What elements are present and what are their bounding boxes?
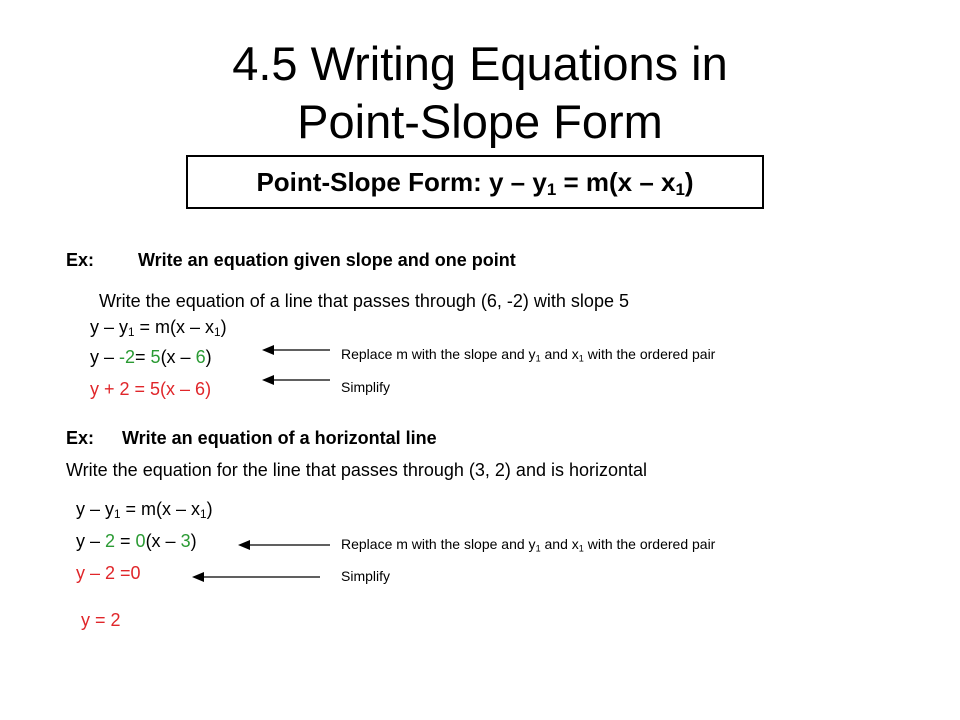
example-1-note-simplify: Simplify	[341, 379, 391, 395]
eq-part: y –	[76, 531, 106, 551]
formula-text-end: )	[684, 167, 694, 197]
example-1-heading: Write an equation given slope and one point	[138, 250, 516, 270]
arrow-2	[262, 375, 330, 385]
note-part: with the ordered pair	[583, 536, 716, 552]
example-2-label: Ex:	[66, 428, 95, 448]
note-part: with the ordered pair	[583, 346, 716, 362]
eq-part: )	[190, 531, 197, 551]
note-part: and x	[540, 536, 579, 552]
note-part: Replace m with the slope and y	[341, 346, 536, 362]
note-part: and x	[540, 346, 579, 362]
example-2-problem: Write the equation for the line that passes through (3, 2) and is horizontal	[66, 460, 648, 480]
formula-text: Point-Slope Form: y – y	[256, 167, 547, 197]
eq-subscript: 1	[128, 325, 135, 339]
example-2-note-simplify: Simplify	[341, 568, 391, 584]
eq-subscript: 1	[200, 507, 207, 521]
note-subscript: 1	[535, 353, 541, 364]
note-part: Replace m with the slope and y	[341, 536, 536, 552]
note-subscript: 1	[535, 543, 541, 554]
eq-substituted-slope: 5	[150, 347, 161, 367]
eq-part: =	[135, 347, 151, 367]
eq-part: = m(x – x	[134, 317, 215, 337]
formula-subscript-1: 1	[546, 180, 557, 200]
eq-part: =	[115, 531, 136, 551]
eq-part: y – y	[90, 317, 129, 337]
example-1-problem: Write the equation of a line that passes through (6, -2) with slope 5	[99, 291, 629, 311]
eq-subscript: 1	[214, 325, 221, 339]
formula-subscript-2: 1	[675, 180, 685, 200]
eq-part: y – y	[76, 499, 115, 519]
slide-title-line-1: 4.5 Writing Equations in	[232, 37, 728, 90]
example-2-heading: Write an equation of a horizontal line	[122, 428, 437, 448]
eq-substituted-x: 6	[195, 347, 206, 367]
note-subscript: 1	[578, 543, 584, 554]
eq-part: (x –	[145, 531, 181, 551]
eq-part: )	[205, 347, 212, 367]
eq-substituted-y: -2	[119, 347, 136, 367]
formula-text-mid: = m(x – x	[556, 167, 676, 197]
eq-substituted-y: 2	[105, 531, 116, 551]
arrow-1	[262, 345, 330, 355]
example-1-label: Ex:	[66, 250, 95, 270]
note-subscript: 1	[578, 353, 584, 364]
example-2-equation-4: y = 2	[81, 610, 121, 630]
eq-substituted-x: 3	[180, 531, 191, 551]
eq-part: )	[206, 499, 213, 519]
eq-part: = m(x – x	[120, 499, 201, 519]
eq-subscript: 1	[114, 507, 121, 521]
eq-part: y –	[90, 347, 120, 367]
example-2-equation-3: y – 2 =0	[76, 563, 141, 583]
eq-part: )	[220, 317, 227, 337]
example-1-equation-3: y + 2 = 5(x – 6)	[90, 379, 212, 399]
slide-title-line-2: Point-Slope Form	[297, 95, 663, 148]
eq-substituted-slope: 0	[135, 531, 146, 551]
eq-part: (x –	[160, 347, 196, 367]
arrow-4	[192, 572, 320, 582]
arrow-3	[238, 540, 330, 550]
